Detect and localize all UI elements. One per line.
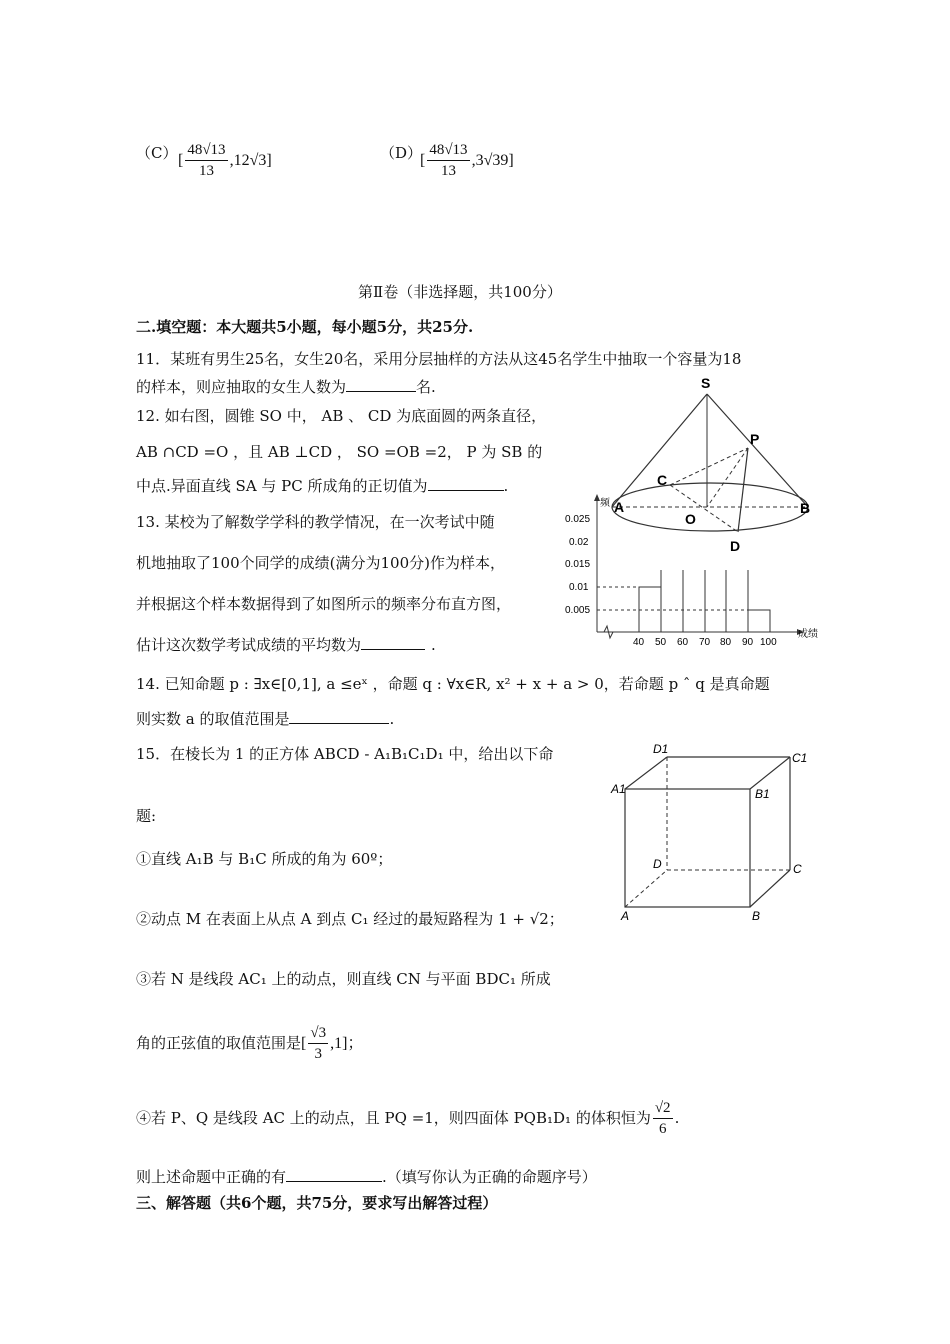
cube-label-b: B: [752, 909, 761, 923]
q13-line2: 机地抽取了100个同学的成绩(满分为100分)作为样本，: [136, 554, 505, 572]
y-tick-0005: 0.005: [565, 605, 591, 616]
q13-line4: 估计这次数学考试成绩的平均数为 .: [136, 636, 436, 654]
q15-prop4-fraction: $\frac{√2}{6}$: [654, 1100, 671, 1137]
histogram-y-label: 频: [600, 498, 610, 509]
cone-label-d: D: [730, 538, 741, 554]
x-tick-60: 60: [677, 637, 689, 648]
q13-answer-blank[interactable]: [361, 635, 425, 650]
q13-line1: 13. 某校为了解数学学科的教学情况，在一次考试中随: [136, 513, 495, 531]
histogram-figure: [560, 492, 830, 648]
option-c: [136, 142, 177, 163]
cone-edge-sb: [707, 394, 808, 507]
cone-label-p: P: [750, 431, 760, 447]
option-c-fraction: $\frac{48√13}{13}$: [187, 142, 226, 179]
bar-90-100: [748, 610, 770, 632]
cube-label-b1: B1: [755, 787, 770, 801]
cube-edge-bc: [750, 870, 790, 907]
section-title: 第Ⅱ卷（非选择题，共100分）: [358, 283, 562, 301]
q15-prop3-fraction: $\frac{√3}{3}$: [310, 1025, 327, 1062]
q11-line2: 的样本，则应抽取的女生人数为 名.: [136, 378, 436, 396]
x-tick-40: 40: [633, 637, 645, 648]
q14-answer-blank[interactable]: [289, 709, 389, 724]
q12-answer-blank[interactable]: [428, 476, 504, 491]
y-tick-0015: 0.015: [565, 559, 591, 570]
q15-line2: 题:: [136, 807, 157, 825]
x-tick-70: 70: [699, 637, 711, 648]
q11-answer-blank[interactable]: [346, 377, 416, 392]
histogram-x-label: 成绩: [798, 629, 818, 640]
cube-front-face: [625, 789, 750, 907]
x-tick-80: 80: [720, 637, 732, 648]
cube-edge-b1c1: [750, 757, 790, 789]
q13-line3: 并根据这个样本数据得到了如图所示的频率分布直方图，: [136, 595, 512, 613]
segment-pc: [670, 448, 748, 485]
cone-label-a: A: [614, 499, 625, 515]
y-tick-001: 0.01: [569, 582, 589, 593]
y-tick-002: 0.02: [569, 537, 589, 548]
cube-label-a: A: [621, 909, 630, 923]
cone-label-o: O: [685, 511, 696, 527]
option-c-label: （C）: [136, 144, 178, 162]
q12-line2: AB ∩CD =O ，且 AB ⊥CD ， SO =OB =2， P 为 SB 的: [136, 443, 543, 461]
q14-line2: 则实数 a 的取值范围是 .: [136, 710, 395, 728]
y-tick-0025: 0.025: [565, 514, 591, 525]
cube-figure: [605, 738, 810, 924]
x-tick-100: 100: [760, 637, 777, 648]
cone-label-c: C: [657, 472, 668, 488]
cube-label-c: C: [793, 862, 802, 876]
q12-line1: 12. 如右图，圆锥 SO 中， AB 、 CD 为底面圆的两条直径，: [136, 407, 547, 425]
cube-edge-ad: [625, 870, 667, 907]
cone-label-s: S: [701, 375, 711, 391]
cube-label-d1: D1: [653, 742, 669, 756]
cone-label-b: B: [800, 500, 811, 516]
x-tick-50: 50: [655, 637, 667, 648]
option-d-fraction: $\frac{48√13}{13}$: [429, 142, 468, 179]
q15-answer-blank[interactable]: [286, 1167, 382, 1182]
option-d-expr: [ $\frac{48√13}{13}$ ,3√39]: [420, 142, 514, 179]
answer-header: 三、解答题（共6个题，共75分，要求写出解答过程）: [136, 1194, 498, 1212]
option-d-label: （D）: [380, 144, 423, 162]
q15-last: 则上述命题中正确的有 .（填写你认为正确的命题序号）: [136, 1168, 597, 1186]
q15-prop2: ②动点 M 在表面上从点 A 到点 C₁ 经过的最短路程为 1 + √2；: [136, 910, 564, 928]
option-c-expr: [ $\frac{48√13}{13}$ ,12√3]: [178, 142, 272, 179]
cube-label-d: D: [653, 857, 662, 871]
cone-edge-sa: [612, 394, 707, 507]
cube-label-c1: C1: [792, 751, 808, 765]
q15-prop4: ④若 P、Q 是线段 AC 上的动点，且 PQ =1，则四面体 PQB₁D₁ 的体积恒为 $\frac{√2}{6}$ .: [136, 1100, 680, 1137]
q12-line3: 中点.异面直线 SA 与 PC 所成角的正切值为 .: [136, 477, 509, 495]
q15-prop1: ①直线 A₁B 与 B₁C 所成的角为 60º；: [136, 850, 393, 868]
q15-line1: 15．在棱长为 1 的正方体 ABCD - A₁B₁C₁D₁ 中，给出以下命: [136, 745, 554, 763]
option-d: [380, 142, 422, 163]
x-tick-90: 90: [742, 637, 754, 648]
q15-prop3: ③若 N 是线段 AC₁ 上的动点，则直线 CN 与平面 BDC₁ 所成: [136, 970, 551, 988]
cube-edge-a1d1: [625, 757, 667, 789]
q11-line1: 11．某班有男生25名，女生20名，采用分层抽样的方法从这45名学生中抽取一个容量为18: [136, 350, 742, 368]
fill-header: 二.填空题：本大题共5小题，每小题5分，共25分.: [136, 318, 474, 336]
cube-label-a1: A1: [611, 782, 626, 796]
q15-prop3b: 角的正弦值的取值范围是[ $\frac{√3}{3}$ ,1]；: [136, 1025, 364, 1062]
q14-line1: 14. 已知命题 p : ∃x∈[0,1], a ≤eˣ ，命题 q : ∀x∈R, x² + x + a > 0，若命题 p ˆ q 是真命题: [136, 675, 770, 693]
